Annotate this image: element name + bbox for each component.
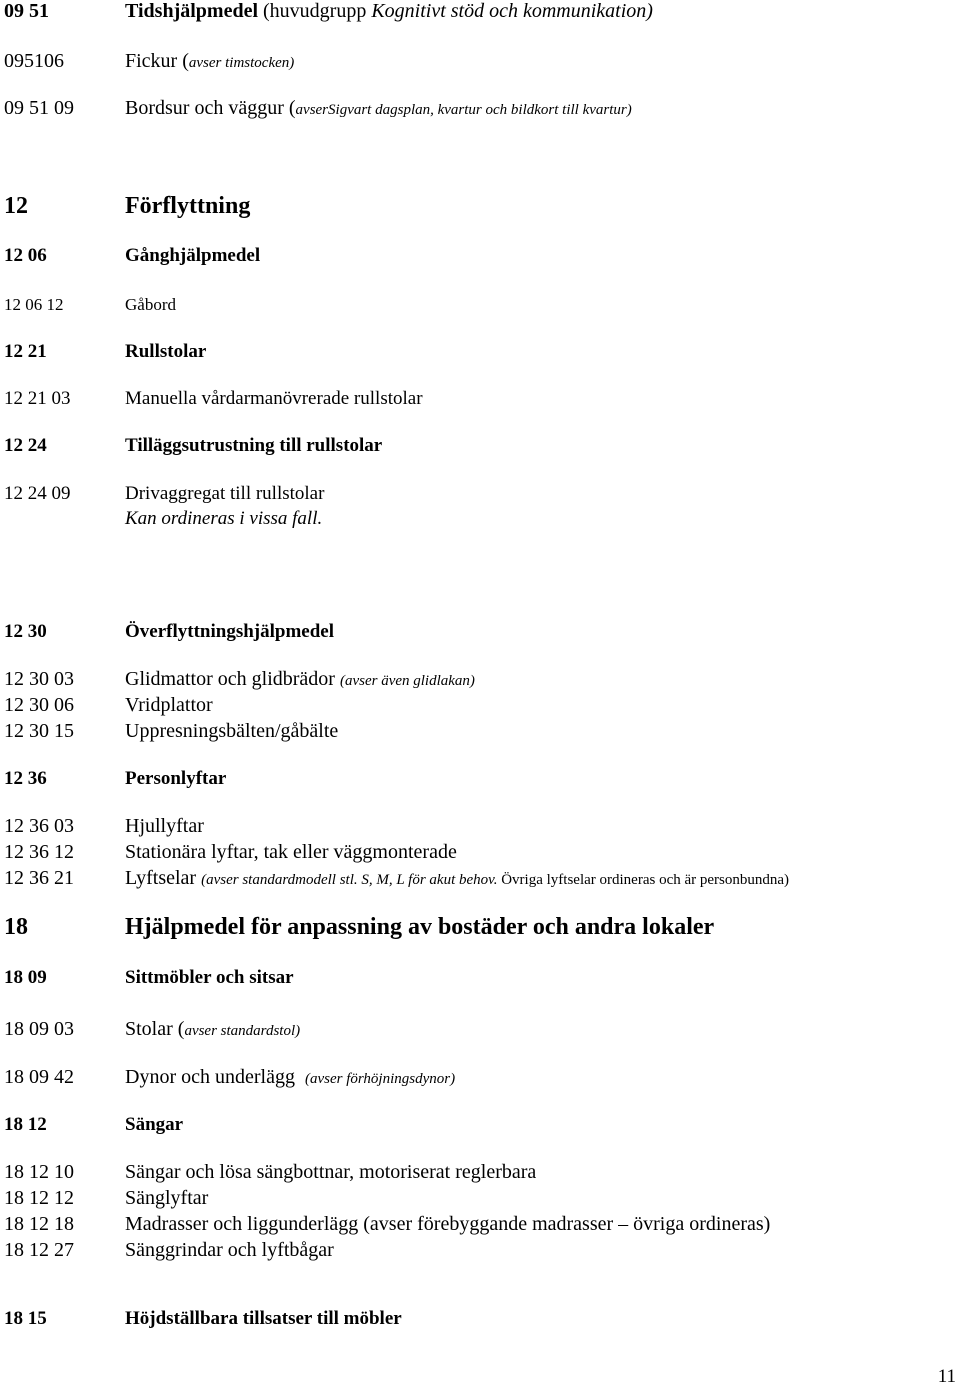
item-code: 09 51 09 [4,97,74,119]
item-code: 12 36 03 [4,815,74,837]
item-description: Tilläggsutrustning till rullstolar [125,435,383,456]
item-description: Uppresningsbälten/gåbälte [125,720,339,742]
list-item [0,50,960,76]
item-code: 12 30 03 [4,668,74,690]
list-item [0,867,960,893]
item-code: 095106 [4,50,64,72]
item-code: 12 21 03 [4,388,71,409]
list-item [0,483,960,509]
list-item [0,1018,960,1044]
list-item [0,1066,960,1092]
list-item [0,1114,960,1140]
item-description: Höjdställbara tillsatser till möbler [125,1308,402,1329]
list-item [0,720,960,746]
item-code: 12 36 12 [4,841,74,863]
list-item [0,1213,960,1239]
item-description: Madrasser och liggunderlägg (avser förebyggande madrasser – övriga ordineras) [125,1213,771,1235]
list-item [0,967,960,993]
list-item [0,1161,960,1187]
list-item [0,245,960,271]
item-description: Förflyttning [125,193,251,219]
list-item [0,388,960,414]
list-item [0,841,960,867]
item-code: 18 [4,914,28,940]
list-item [0,97,960,123]
item-code: 12 30 15 [4,720,74,742]
list-item [0,694,960,720]
item-code: 12 30 06 [4,694,74,716]
item-code: 12 24 09 [4,483,71,504]
item-description: Sänglyftar [125,1187,209,1209]
list-item [0,435,960,461]
item-note: Kan ordineras i vissa fall. [125,508,323,529]
item-description: Lyftselar (avser standardmodell stl. S, M, L för akut behov. Övriga lyftselar ordineras och är personbundna) [125,867,790,889]
item-code: 18 09 42 [4,1066,74,1088]
list-item [0,768,960,794]
item-description: Stolar (avser standardstol) [125,1018,301,1040]
list-item [0,1239,960,1265]
list-item [0,815,960,841]
item-code: 12 36 [4,768,47,789]
item-code: 12 06 12 [4,295,64,314]
item-description: Sängar [125,1114,184,1135]
list-item [0,621,960,647]
item-code: 12 36 21 [4,867,74,889]
list-item [0,0,960,26]
item-description: Bordsur och väggur (avserSigvart dagsplan, kvartur och bildkort till kvartur) [125,97,632,119]
item-code: 18 09 03 [4,1018,74,1040]
item-description: Överflyttningshjälpmedel [125,621,334,642]
list-item [0,295,960,321]
item-description: Manuella vårdarmanövrerade rullstolar [125,388,423,409]
item-code: 18 12 [4,1114,47,1135]
item-code: 12 [4,193,28,219]
section-heading [0,914,960,944]
item-description: Hjullyftar [125,815,204,837]
list-item [0,668,960,694]
item-code: 12 24 [4,435,47,456]
item-code: 18 12 10 [4,1161,74,1183]
item-description: Gåbord [125,295,176,314]
item-description: Sänggrindar och lyftbågar [125,1239,334,1261]
item-code: 12 30 [4,621,47,642]
item-description: Dynor och underlägg (avser förhöjningsdynor) [125,1066,456,1088]
item-description: Drivaggregat till rullstolar [125,483,325,504]
item-description: Hjälpmedel för anpassning av bostäder och andra lokaler [125,914,715,940]
section-heading [0,193,960,223]
item-code: 09 51 [4,0,49,22]
item-description: Stationära lyftar, tak eller väggmonterade [125,841,457,863]
item-code: 12 06 [4,245,47,266]
item-description: Glidmattor och glidbrädor (avser även glidlakan) [125,668,475,690]
item-description: Sittmöbler och sitsar [125,967,294,988]
item-description: Rullstolar [125,341,207,362]
item-code: 18 15 [4,1308,47,1329]
list-item [0,1187,960,1213]
item-description: Tidshjälpmedel (huvudgrupp Kognitivt stöd och kommunikation) [125,0,653,22]
item-code: 18 12 12 [4,1187,74,1209]
item-description: Vridplattor [125,694,213,716]
list-item [0,341,960,367]
item-description: Gånghjälpmedel [125,245,261,266]
item-code: 18 12 27 [4,1239,74,1261]
item-description: Sängar och lösa sängbottnar, motoriserat reglerbara [125,1161,537,1183]
page-number: 11 [937,1366,956,1387]
list-item [0,1308,960,1334]
item-code: 12 21 [4,341,47,362]
item-description: Personlyftar [125,768,227,789]
item-code: 18 12 18 [4,1213,74,1235]
item-description: Fickur (avser timstocken) [125,50,295,72]
item-code: 18 09 [4,967,47,988]
